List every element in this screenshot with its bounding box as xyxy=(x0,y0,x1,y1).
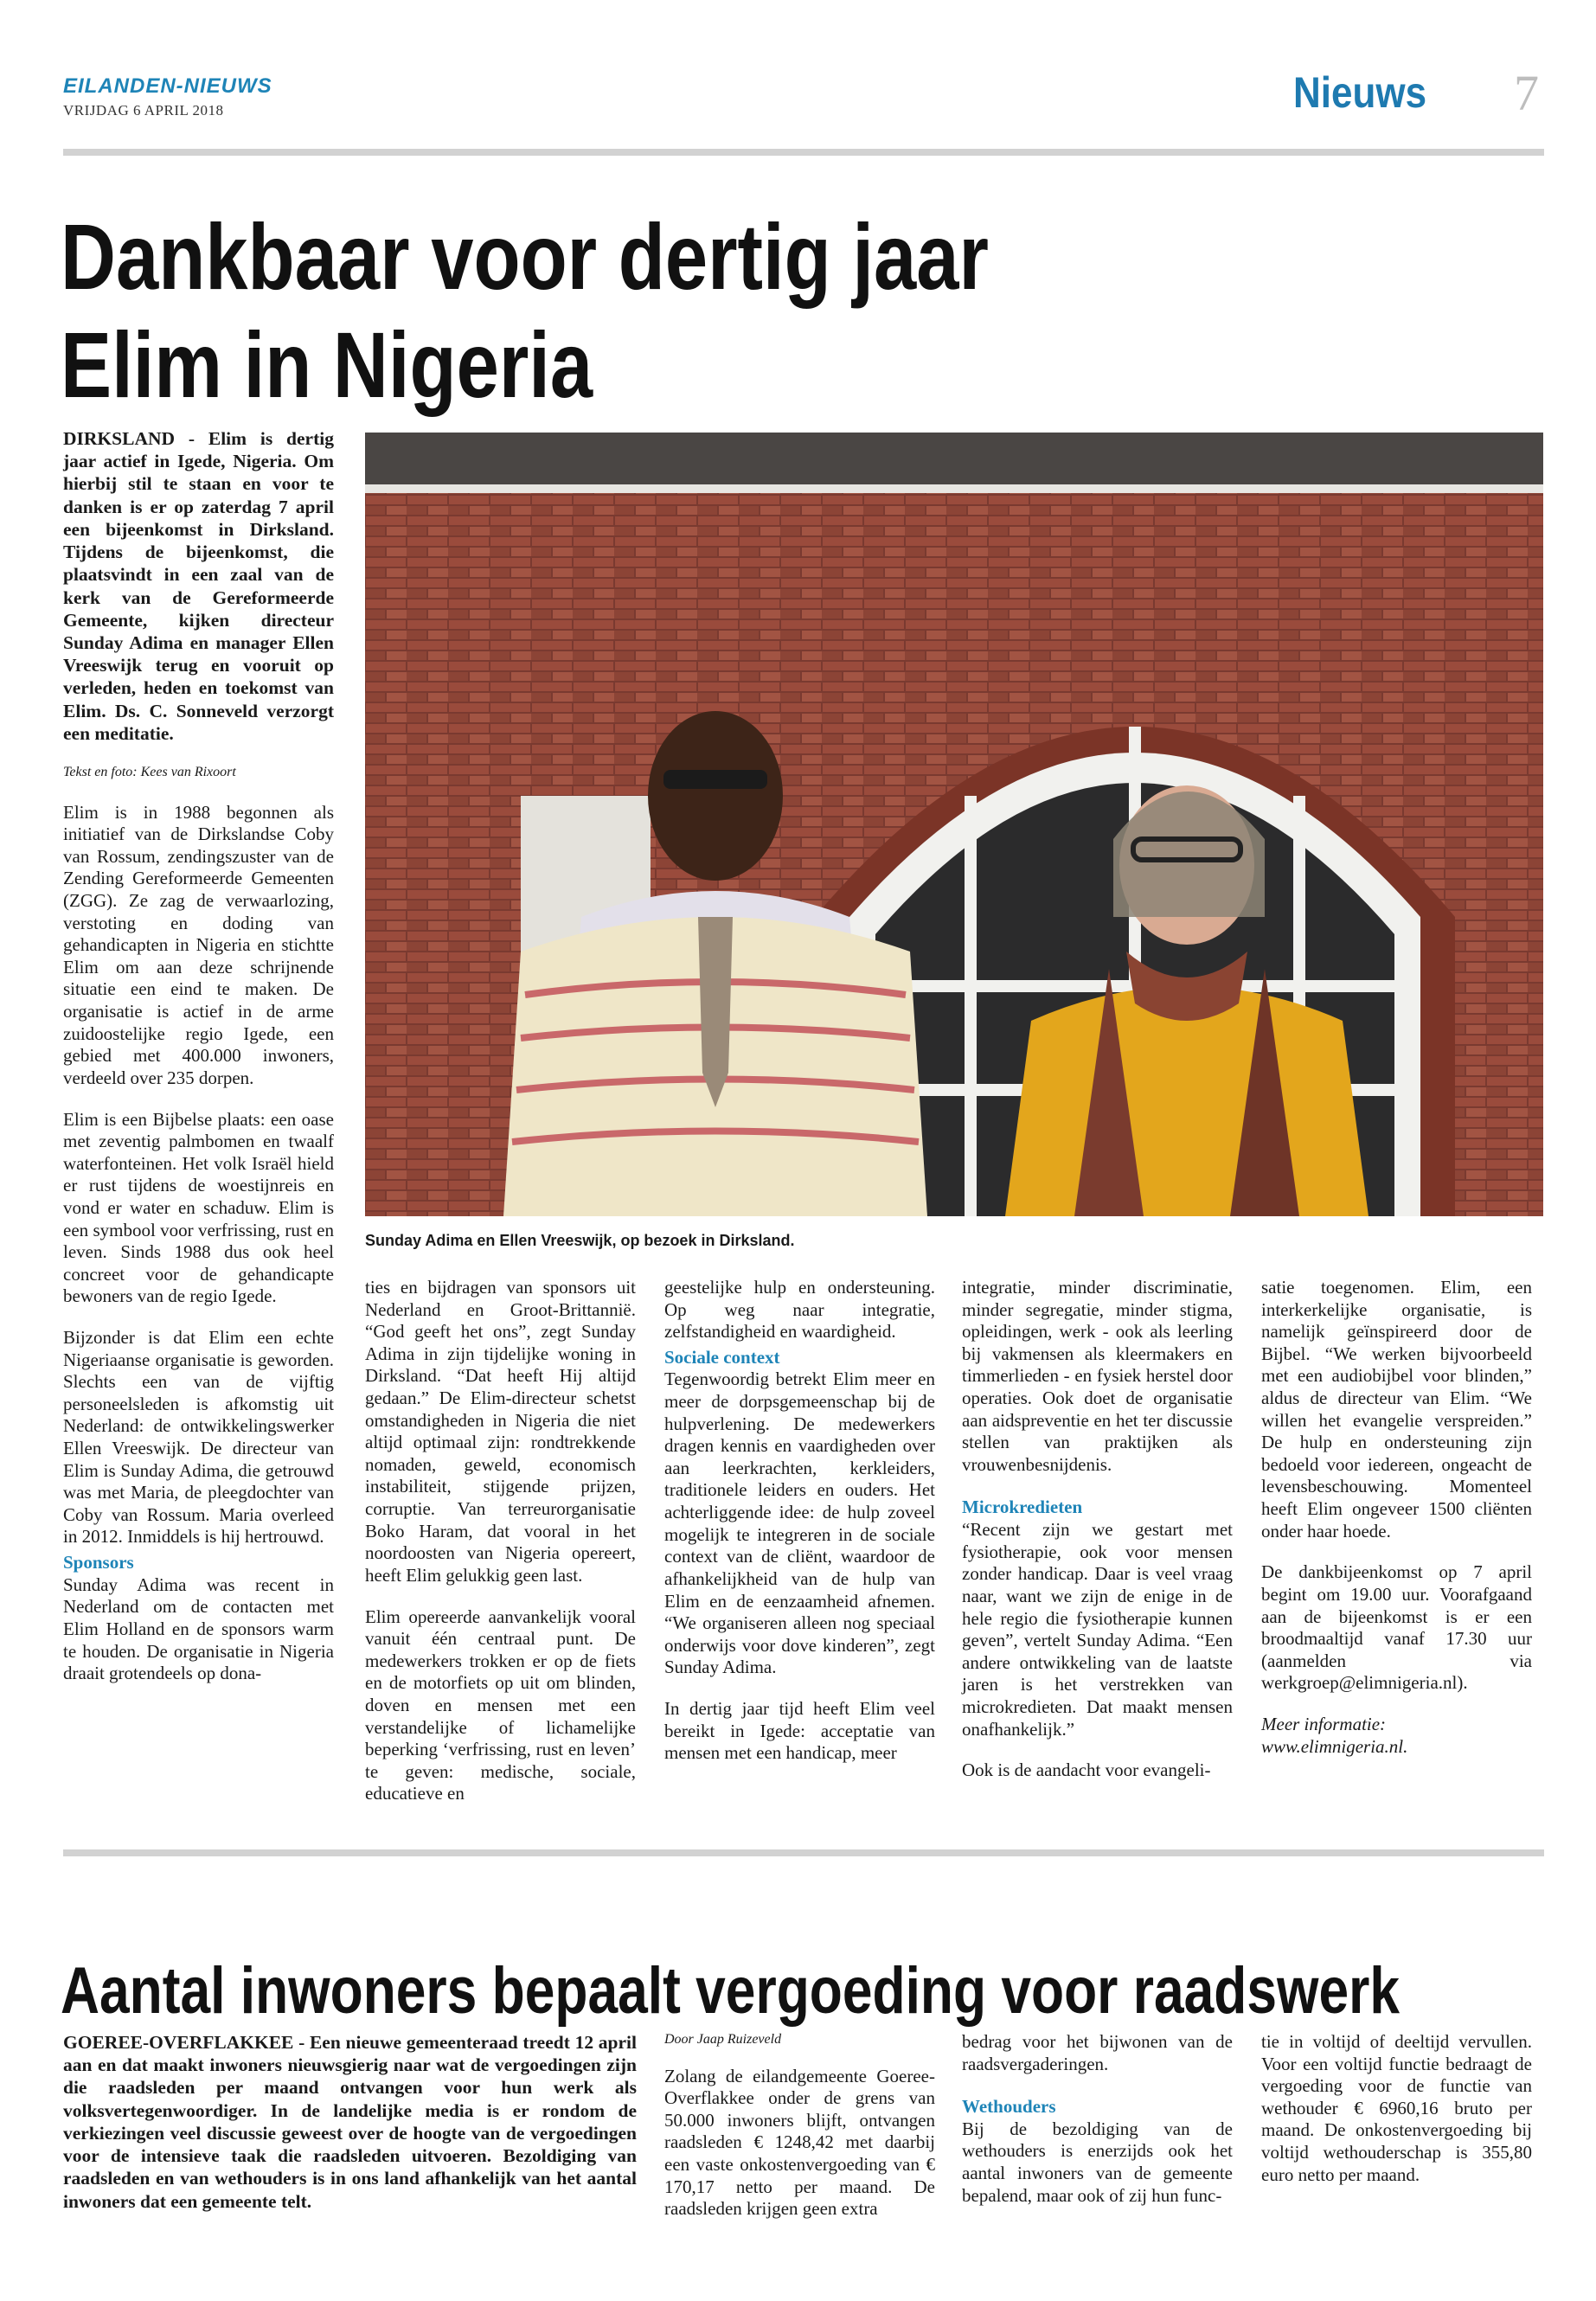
article-column-5 xyxy=(1261,1277,1532,1777)
headline-line-1: Dankbaar voor dertig jaar xyxy=(61,204,989,309)
top-divider xyxy=(63,149,1544,156)
photo-caption: Sunday Adima en Ellen Vreeswijk, op bezoek in Dirksland. xyxy=(365,1232,795,1249)
article-column-2 xyxy=(365,1277,636,1824)
subhead-wethouders: Wethouders xyxy=(962,2096,1056,2118)
paragraph: integratie, minder discriminatie, minder segregatie, minder stigma, opleidingen, werk - ook als leerling bij vakmensen als kleermakers en timmerlieden - en fysiek herstel door operaties. Ook doet de organisatie aan aidspreventie en het ter discussie stellen van praktijken als vrouwenbesnijdenis. xyxy=(962,1277,1233,1475)
article2-column-3 xyxy=(962,2031,1233,2226)
photo-credit: Tekst en foto: Kees van Rixoort xyxy=(63,765,236,780)
paragraph: Tegenwoordig betrekt Elim meer en meer de dorpsgemeenschap bij de hulpverlening. De medewerkers dragen kennis en vaardigheden over aan leerkrachten, kerkleiders, traditionele leiders en ouders. Het achterliggende idee: de hulp zoveel mogelijk te integreren in de sociale context van de cliënt, waardoor de afhankelijkheid van de hulp van Elim en de eenzaamheid afnemen. “We organiseren alleen nog speciaal onderwijs voor dove kinderen”, zegt Sunday Adima. xyxy=(664,1368,935,1678)
article-column-1 xyxy=(63,427,334,1704)
paragraph: Bij de bezoldiging van de wethouders is enerzijds ook het aantal inwoners van de gemeente bepalend, maar ook of zij hun func- xyxy=(962,2118,1233,2206)
article-headline xyxy=(61,202,1054,420)
paragraph: In dertig jaar tijd heeft Elim veel bereikt in Igede: acceptatie van mensen met een handicap, meer xyxy=(664,1697,935,1764)
subhead-sponsors: Sponsors xyxy=(63,1552,134,1574)
article2-lead: GOEREE-OVERFLAKKEE - Een nieuwe gemeenteraad treedt 12 april aan en dat maakt inwoners nieuwsgierig naar wat de vergoedingen zijn die raadsleden per maand ontvangen voor hun werk als volksvertegenwoordiger. In de landelijke media is er rondom de verkiezingen veel discussie geweest over de hoogte van de vergoedingen voor de intensieve taak die raadsleden uitvoeren. Bezoldiging van raadsleden en van wethouders is in ons land afhankelijk van het aantal inwoners dat een gemeente telt. xyxy=(63,2032,637,2212)
article2-byline: Door Jaap Ruizeveld xyxy=(664,2032,782,2047)
paragraph: satie toegenomen. Elim, een interkerkelijke organisatie, is namelijk geïnspireerd door de Bijbel. “We werken bijvoorbeeld met een audiobijbel voor blinden,” aldus de directeur van Elim. “We willen het evangelie verspreiden.” De hulp en ondersteuning zijn bedoeld voor iedereen, ongeacht de levensbeschouwing. Momenteel heeft Elim ongeveer 1500 cliënten onder haar hoede. xyxy=(1261,1277,1532,1541)
article2-column-4 xyxy=(1261,2031,1532,2205)
subhead-sociale-context: Sociale context xyxy=(664,1346,780,1368)
article-divider xyxy=(63,1849,1544,1856)
section-title: Nieuws xyxy=(1293,68,1427,117)
page-number: 7 xyxy=(1514,65,1539,121)
paragraph: Zolang de eilandgemeente Goeree-Overflakkee onder de grens van 50.000 inwoners blijft, ontvangen raadsleden € 1248,42 met daarbij een vaste onkostenvergoeding van € 170,17 netto per maand. De raadsleden krijgen geen extra xyxy=(664,2065,935,2220)
article-lead: DIRKSLAND - Elim is dertig jaar actief in Igede, Nigeria. Om hierbij stil te staan en voor te danken is er op zaterdag 7 april een bijeenkomst in Dirksland. Tijdens de bijeenkomst, die plaatsvindt in een zaal van de kerk van de Gereformeerde Gemeente, kijken directeur Sunday Adima en manager Ellen Vreeswijk terug en vooruit op verleden, heden en toekomst van Elim. Ds. C. Sonneveld verzorgt een meditatie. xyxy=(63,428,334,744)
paragraph: Bijzonder is dat Elim een echte Nigeriaanse organisatie is geworden. Slechts een van de vijftig personeelsleden is afkomstig uit Nederland: de ontwikkelingswerker Ellen Vreeswijk. De directeur van Elim is Sunday Adima, die getrouwd was met Maria, de pleegdochter van Coby van Rossum. Maria overleed in 2012. Inmiddels is hij hertrouwd. xyxy=(63,1326,334,1548)
paragraph: Elim is een Bijbelse plaats: een oase met zeventig palmbomen en twaalf waterfonteinen. Het volk Israël hield er rust tijdens de woestijnreis en vond er water en schaduw. Elim is een symbool voor verfrissing, rust en leven. Sinds 1988 dus ook heel concreet voor de gehandicapte bewoners van de regio Igede. xyxy=(63,1108,334,1307)
article-column-3 xyxy=(664,1277,935,1784)
newspaper-logo: EILANDEN-NIEUWS xyxy=(63,74,272,98)
article2-headline: Aantal inwoners bepaalt vergoeding voor raadswerk xyxy=(61,1954,1401,2028)
article-column-4 xyxy=(962,1277,1233,1801)
paragraph: “Recent zijn we gestart met fysiotherapie, ook voor mensen zonder handicap. Daar is veel vraag naar, want we zijn de enige in de hele regio die fysiotherapie kunnen geven”, vertelt Sunday Adima. “Een andere ontwikkeling van de laatste jaren is het verstrekken van microkredieten. Dat maakt mensen onafhankelijk.” xyxy=(962,1519,1233,1740)
issue-date: VRIJDAG 6 APRIL 2018 xyxy=(63,102,224,119)
article2-lead-column xyxy=(63,2031,637,2232)
article-photo xyxy=(365,433,1543,1216)
paragraph: Sunday Adima was recent in Nederland om de contacten met Elim Holland en de sponsors warm te houden. De organisatie in Nigeria draait grotendeels op dona- xyxy=(63,1574,334,1684)
article2-column-2 xyxy=(664,2031,935,2240)
paragraph: ties en bijdragen van sponsors uit Nederland en Groot-Brittannië. “God geeft het ons”, zegt Sunday Adima in zijn tijdelijke woning in Dirksland. “Dat heeft Hij altijd gedaan.” De Elim-directeur schetst omstandigheden in Nigeria die niet altijd optimaal zijn: rondtrekkende nomaden, geweld, economisch instabiliteit, stijgende prijzen, corruptie. Van terreurorganisatie Boko Haram, dat vooral in het noordoosten van Nigeria opereert, heeft Elim gelukkig geen last. xyxy=(365,1277,636,1586)
paragraph: bedrag voor het bijwonen van de raadsvergaderingen. xyxy=(962,2031,1233,2074)
paragraph: Elim is in 1988 begonnen als initiatief van de Dirkslandse Coby van Rossum, zendingszuster van de Zending Gereformeerde Gemeenten (ZGG). Ze zag de verwaarlozing, verstoting en doding van gehandicapten in Nigeria en stichtte Elim om aan deze schrijnende situatie een eind te maken. De organisatie is actief in de arme zuidoostelijke regio Igede, een gebied met 400.000 inwoners, verdeeld over 235 dorpen. xyxy=(63,801,334,1088)
headline-line-2: Elim in Nigeria xyxy=(61,312,593,418)
paragraph: De dankbijeenkomst op 7 april begint om 19.00 uur. Voorafgaand aan de bijeenkomst is er een broodmaaltijd vanaf 17.30 uur (aanmelden via werkgroep@elimnigeria.nl). xyxy=(1261,1561,1532,1694)
paragraph: Elim opereerde aanvankelijk vooral vanuit één centraal punt. De medewerkers trokken er op de fiets en de motorfiets op uit om blinden, doven en mensen met een verstandelijke of lichamelijke beperking ‘verfrissing, rust en leven’ te geven: medische, sociale, educatieve en xyxy=(365,1606,636,1804)
paragraph: geestelijke hulp en ondersteuning. Op weg naar integratie, zelfstandigheid en waardigheid. xyxy=(664,1277,935,1343)
more-info-url[interactable]: www.elimnigeria.nl. xyxy=(1261,1735,1408,1757)
subhead-microkredieten: Microkredieten xyxy=(962,1497,1083,1518)
paragraph: tie in voltijd of deeltijd vervullen. Voor een voltijd functie bedraagt de vergoeding voor de functie van wethouder € 6960,16 bruto per maand. De onkostenvergoeding bij voltijd wethouderschap is 355,80 euro netto per maand. xyxy=(1261,2031,1532,2185)
paragraph: Ook is de aandacht voor evangeli- xyxy=(962,1759,1211,1781)
more-info-label: Meer informatie: xyxy=(1261,1713,1387,1734)
